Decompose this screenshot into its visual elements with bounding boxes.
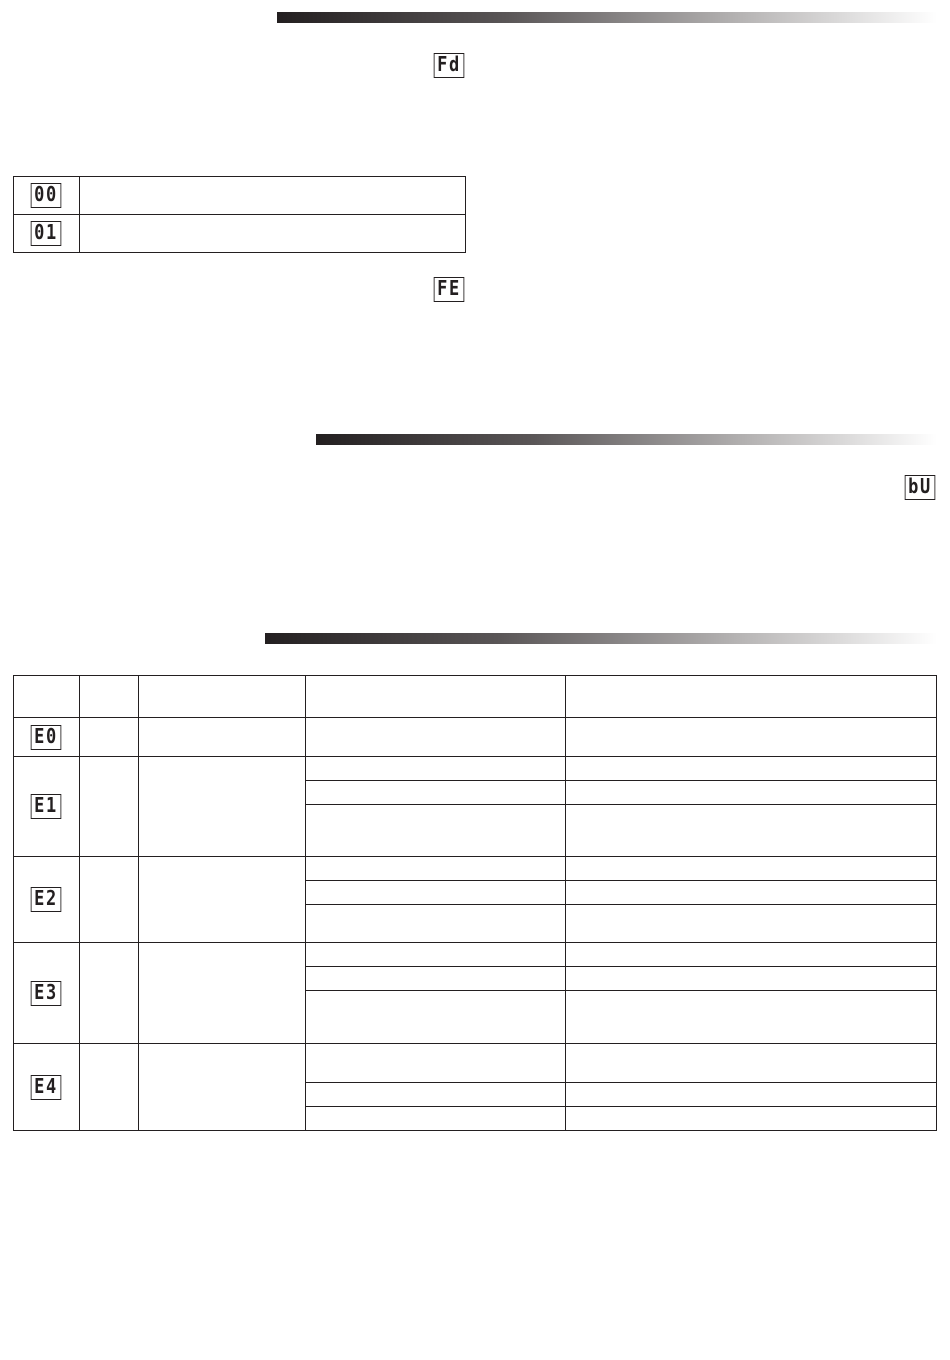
header-cell xyxy=(79,676,138,718)
section-header-bar-2 xyxy=(316,434,937,445)
error-code-cell xyxy=(14,943,80,1044)
error-code-e1: E1 xyxy=(31,794,62,819)
error-table xyxy=(13,675,937,1131)
display-code-fe: FE xyxy=(434,277,465,302)
table-row xyxy=(14,718,937,757)
mode-table xyxy=(13,176,466,253)
table-row xyxy=(14,757,937,781)
error-code-cell xyxy=(14,1044,80,1131)
table-header-row xyxy=(14,676,937,718)
display-code-01: 01 xyxy=(31,221,62,246)
mode-code-cell xyxy=(14,215,80,253)
table-row xyxy=(14,857,937,881)
error-code-e2: E2 xyxy=(31,887,62,912)
error-code-cell xyxy=(14,718,80,757)
table-row xyxy=(14,1044,937,1083)
mode-description-cell xyxy=(80,215,466,253)
section-header-bar-3 xyxy=(265,633,937,644)
header-cell xyxy=(566,676,937,718)
table-row xyxy=(14,943,937,967)
mode-code-cell xyxy=(14,177,80,215)
table-row xyxy=(14,177,466,215)
header-cell xyxy=(138,676,305,718)
header-cell xyxy=(305,676,566,718)
table-row xyxy=(14,215,466,253)
display-code-00: 00 xyxy=(31,183,62,208)
header-cell xyxy=(14,676,80,718)
mode-description-cell xyxy=(80,177,466,215)
error-code-cell xyxy=(14,757,80,857)
error-code-cell xyxy=(14,857,80,943)
section-header-bar-1 xyxy=(277,12,937,23)
error-code-e4: E4 xyxy=(31,1075,62,1100)
error-code-e0: E0 xyxy=(31,725,62,750)
display-code-bu: bU xyxy=(905,475,936,500)
error-code-e3: E3 xyxy=(31,981,62,1006)
display-code-fd: Fd xyxy=(434,53,465,78)
